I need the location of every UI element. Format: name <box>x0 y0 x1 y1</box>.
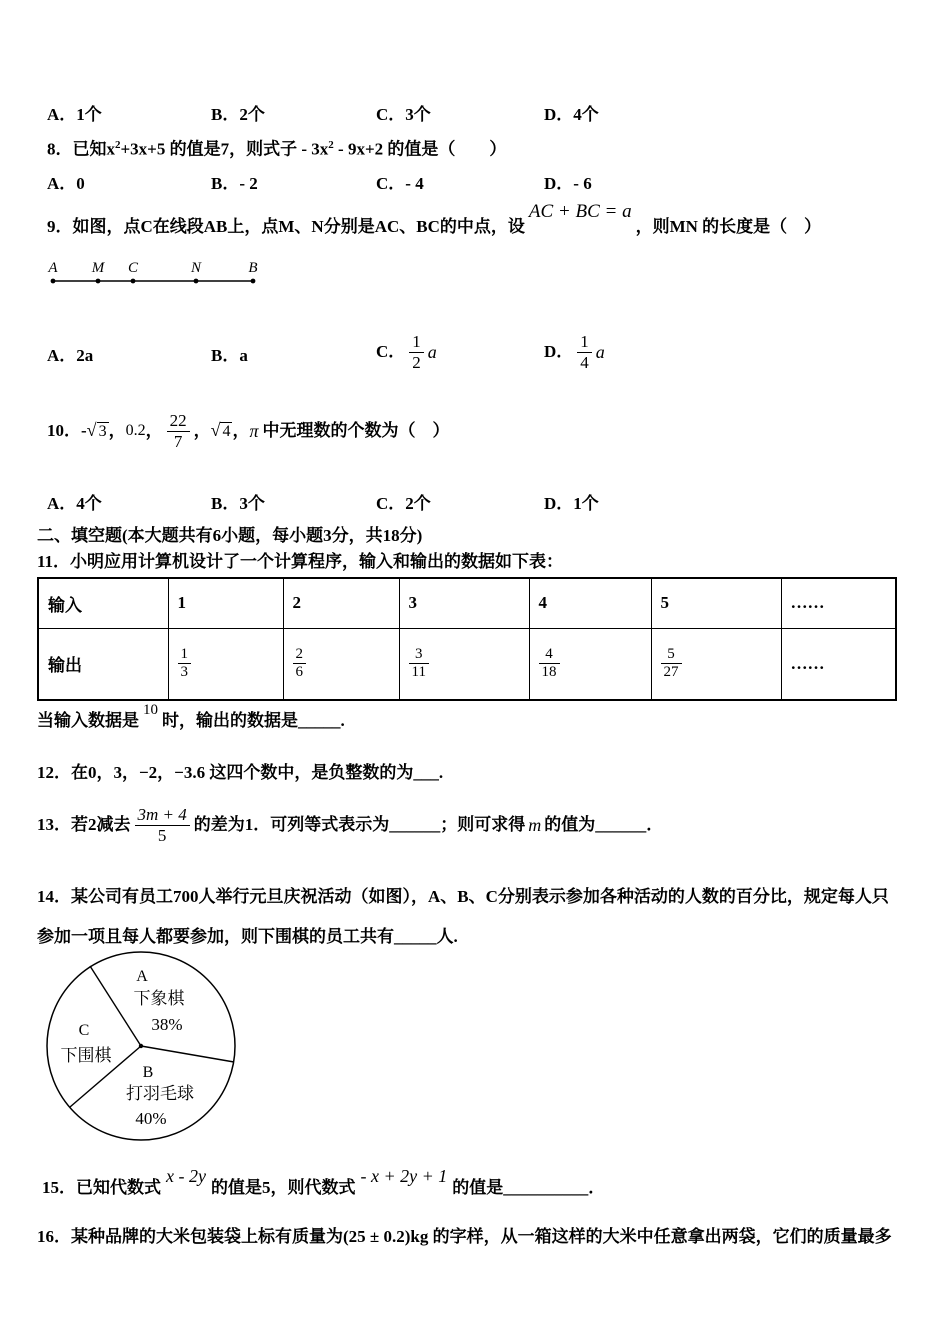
q9-option-c-fraction <box>409 332 424 372</box>
question-11-blank-line <box>37 702 345 733</box>
output-cell <box>283 628 399 700</box>
input-cell: 2 <box>283 578 399 628</box>
option-d: D．- 6 <box>544 174 592 193</box>
q8-text-mid: +3x+5 的值是7，则式子 - 3x <box>120 139 329 159</box>
fraction-numerator: 2 <box>293 646 307 664</box>
output-cell <box>529 628 651 700</box>
q13-fraction <box>135 805 190 845</box>
q9-option-c-label: C． <box>376 342 406 361</box>
output-fraction <box>293 646 307 682</box>
pi-symbol: π <box>249 421 259 441</box>
question-13 <box>37 798 663 852</box>
option-a: A．4个 <box>47 494 102 513</box>
q15-post: 的值是__________． <box>452 1178 606 1197</box>
fraction-numerator: 22 <box>167 411 190 432</box>
q8-exponent-1: 2 <box>115 139 121 151</box>
fraction-denominator: 18 <box>541 664 557 681</box>
fraction-numerator: 5 <box>661 646 682 664</box>
fraction-denominator: 11 <box>411 664 426 681</box>
question8-options-row <box>0 169 950 191</box>
output-cell <box>399 628 529 700</box>
q9-option-d <box>544 330 605 374</box>
question-16: 16．某种品牌的大米包装袋上标有质量为(25 ± 0.2)kg 的字样，从一箱这样的大米中任意拿出两袋，它们的质量最多 <box>37 1227 892 1246</box>
option-a: A．1个 <box>47 105 102 124</box>
pie-label-A-percent: 38% <box>151 1015 183 1034</box>
q15-expression-1: x - 2y <box>166 1166 206 1186</box>
fraction-denominator: 27 <box>663 664 679 681</box>
pie-label-A-activity: 下象棋 <box>133 989 185 1008</box>
q8-text-post: - 9x+2 的值是（ ） <box>333 139 507 159</box>
segment-figure <box>42 250 272 290</box>
question-11-intro: 11．小明应用计算机设计了一个计算程序，输入和输出的数据如下表： <box>37 552 564 571</box>
fraction-numerator: 3m + 4 <box>135 805 190 826</box>
fraction-denominator: 4 <box>580 352 589 372</box>
question-12: 12．在0，3，−2，−3.6 这四个数中，是负整数的为___. <box>37 763 444 782</box>
fraction-denominator: 5 <box>157 825 167 845</box>
point-label-A: A <box>48 260 58 276</box>
q10-sep2: ， <box>145 421 163 440</box>
point-dot-C <box>131 279 136 284</box>
pie-chart <box>40 948 252 1148</box>
radicand: 3 <box>98 423 107 440</box>
q15-mid: 的值是5，则代数式 <box>210 1178 356 1197</box>
q10-sep1: ， <box>108 421 126 440</box>
q9-option-c-variable: a <box>427 342 437 362</box>
sqrt-3: √ 3 <box>86 420 107 440</box>
q13-mid: 的差为1．可列等式表示为______；则可求得 <box>193 815 526 834</box>
point-label-C: C <box>127 260 139 276</box>
q11-after-post: 时，输出的数据是_____. <box>162 711 345 730</box>
q8-text-pre: 8．已知x <box>47 139 115 159</box>
q10-sep4: ， <box>232 421 250 440</box>
point-dot-M <box>96 279 101 284</box>
option-b: B．2个 <box>211 105 265 124</box>
option-c: C．3个 <box>376 105 431 124</box>
q9-text-pre: 9．如图，点C在线段AB上，点M、N分别是AC、BC的中点，设 <box>47 217 525 236</box>
pie-label-B-percent: 40% <box>135 1109 167 1128</box>
q9-option-a: A．2a <box>47 346 94 365</box>
fraction-denominator: 7 <box>173 431 183 451</box>
option-a: A．0 <box>47 174 85 193</box>
input-cell: 4 <box>529 578 651 628</box>
radicand: 4 <box>222 423 231 440</box>
input-cell-dots: …… <box>781 578 896 628</box>
q8-exponent-2: 2 <box>328 139 334 151</box>
q10-lead: 10．- <box>47 421 87 440</box>
option-c: C．2个 <box>376 494 431 513</box>
q10-fraction-22-7 <box>167 411 190 451</box>
pie-label-A: A <box>136 968 148 985</box>
option-d: D．4个 <box>544 105 599 124</box>
output-fraction <box>409 646 429 682</box>
pie-label-C: C <box>78 1022 90 1039</box>
point-dot-N <box>194 279 199 284</box>
section-2-header: 二、填空题(本大题共有6小题，每小题3分，共18分) <box>37 526 423 545</box>
pie-divider-ab <box>141 1046 234 1062</box>
output-cell <box>168 628 283 700</box>
q9-text-post: ，则MN 的长度是（ ） <box>635 217 822 236</box>
q13-post: 的值为______． <box>544 815 664 834</box>
question-10 <box>47 403 449 459</box>
point-label-N: N <box>190 260 202 276</box>
input-cell: 3 <box>399 578 529 628</box>
fraction-numerator: 1 <box>577 332 592 353</box>
table-row-output <box>38 628 896 700</box>
q9-option-b: B．a <box>211 346 248 365</box>
pie-label-C-activity: 下围棋 <box>60 1046 112 1065</box>
q10-sep3: ， <box>193 421 211 440</box>
question7-options-row <box>0 100 950 122</box>
fraction-numerator: 3 <box>409 646 429 664</box>
q13-pre: 13．若2减去 <box>37 815 131 834</box>
sqrt-4: √ 4 <box>210 420 231 440</box>
point-label-M: M <box>91 260 105 276</box>
point-dot-A <box>51 279 56 284</box>
fraction-numerator: 4 <box>539 646 560 664</box>
question10-options-row <box>0 489 950 511</box>
input-cell: 1 <box>168 578 283 628</box>
q9-option-d-fraction <box>577 332 592 372</box>
question-9 <box>47 201 822 238</box>
table-row-input <box>38 578 896 628</box>
io-table <box>37 577 897 701</box>
pie-label-B: B <box>142 1064 154 1081</box>
fraction-denominator: 6 <box>295 664 303 681</box>
input-header-cell: 输入 <box>38 578 168 628</box>
q15-pre: 15．已知代数式 <box>42 1178 161 1197</box>
input-cell: 5 <box>651 578 781 628</box>
output-header-cell: 输出 <box>38 628 168 700</box>
fraction-denominator: 3 <box>180 664 188 681</box>
fraction-numerator: 1 <box>178 646 192 664</box>
fraction-denominator: 2 <box>412 352 421 372</box>
question-14-line2: 参加一项且每人都要参加，则下围棋的员工共有_____人. <box>37 927 458 946</box>
q13-variable-m: m <box>528 815 542 835</box>
q10-tail: 中无理数的个数为（ ） <box>262 421 450 440</box>
output-cell-dots: …… <box>781 628 896 700</box>
q10-decimal: 0.2 <box>125 422 146 439</box>
output-cell <box>651 628 781 700</box>
output-fraction <box>178 646 192 682</box>
q9-option-d-label: D． <box>544 342 574 361</box>
output-fraction <box>539 646 560 682</box>
q9-option-c <box>376 330 437 374</box>
point-label-B: B <box>248 260 258 276</box>
option-b: B．3个 <box>211 494 265 513</box>
q11-after-pre: 当输入数据是 <box>37 711 139 730</box>
q9-option-d-variable: a <box>595 342 605 362</box>
q9-formula: AC + BC = a <box>528 201 632 222</box>
question-8 <box>47 134 506 161</box>
pie-label-B-activity: 打羽毛球 <box>126 1084 194 1103</box>
question-15 <box>42 1166 606 1199</box>
option-d: D．1个 <box>544 494 599 513</box>
option-c: C．- 4 <box>376 174 424 193</box>
output-fraction <box>661 646 682 682</box>
question-14-line1: 14．某公司有员工700人举行元旦庆祝活动（如图），A、B、C分别表示参加各种活动的人数的百分比，规定每人只 <box>37 887 889 906</box>
option-b: B．- 2 <box>211 174 258 193</box>
point-dot-B <box>251 279 256 284</box>
q15-expression-2: - x + 2y + 1 <box>360 1166 448 1186</box>
q11-input-value: 10 <box>143 702 158 718</box>
fraction-numerator: 1 <box>409 332 424 353</box>
